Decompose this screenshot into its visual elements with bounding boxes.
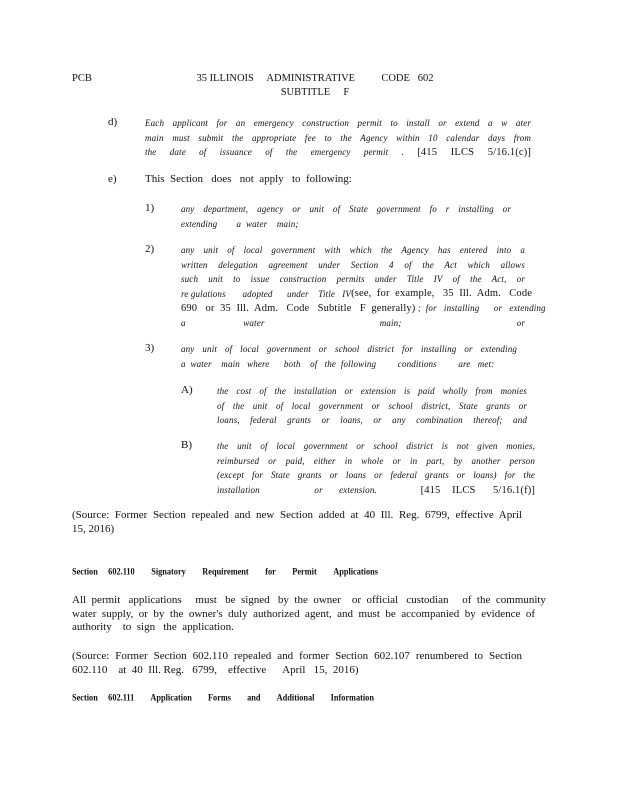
section-111-heading [72, 692, 374, 702]
sub-b-text [217, 439, 535, 498]
item-d-line-3-text: the date of issuance of the emergency permit . [145, 147, 418, 157]
section-111-word-4: Additional [276, 692, 315, 703]
sub-1-line-2: extending a water main; [181, 218, 299, 229]
item-d-line-3 [145, 145, 531, 161]
sub-3-label: 3) [145, 342, 155, 354]
sub-a-line-1: the cost of the installation or extension is paid wholly from monies [217, 386, 527, 396]
header-subtitle: SUBTITLE F [280, 87, 350, 98]
section-110-word-1: Signatory [151, 566, 186, 577]
section-110-word-2: Requirement [202, 566, 249, 577]
section-111-word-1: Application [150, 692, 192, 703]
source-note-2-line-2: 602.110 at 40 Ill. Reg. 6799, effective April 15, 2016) [72, 663, 359, 676]
source-note-1-line-1: (Source: Former Section repealed and new Section added at 40 Ill. Reg. 6799, effective April [72, 509, 522, 521]
section-110-body-line-3: authority to sign the application. [72, 621, 234, 633]
sub-a-line-2: of the unit of local government or school district, State grants or [217, 400, 527, 411]
sub-b-line-3: (except for State grants or loans or federal grants or loans) for the [217, 470, 535, 480]
section-110-word-5: Applications [333, 566, 378, 577]
sub-2-line-3: such unit to issue construction permits under Title IV of the Act, or [181, 274, 525, 284]
sub-a-label: A) [181, 384, 193, 396]
header-title: 35 ILLINOIS ADMINISTRATIVE CODE 602 [196, 73, 434, 84]
section-111-word-2: Forms [207, 692, 232, 703]
item-d-line-1: Each applicant for an emergency construction permit to install or extend a w ater [145, 118, 531, 128]
source-note-1 [72, 509, 522, 536]
sub-2-line-4-italic: re gulations adopted under Title IV [181, 288, 352, 299]
section-110-word-4: Permit [292, 566, 317, 577]
sub-3-line-2: a water main where both of the following conditions are met: [181, 358, 495, 369]
sub-b-line-1: the unit of local government or school district is not given monies, [217, 441, 535, 451]
source-note-2 [72, 650, 522, 677]
item-d-citation: [415 ILCS 5/16.1(c)] [417, 147, 531, 158]
sub-b-last-italic: installation or extension. [217, 484, 377, 495]
sub-a-text [217, 384, 527, 428]
sub-2-normal-2: 690 or 35 Ill. Adm. Code Subtitle F generally) [181, 303, 416, 314]
section-110-body-line-2: water supply, or by the owner's duly authorized agent, and must be accompanied by evidence of [72, 607, 535, 620]
sub-2-line-5 [181, 301, 546, 316]
sub-3-line-1: any unit of local government or school district for installing or extending [181, 344, 517, 354]
sub-1-text [181, 202, 511, 231]
item-d-text [145, 116, 531, 161]
section-110-body [72, 594, 546, 635]
header-left: PCB [72, 73, 92, 84]
sub-1-line-1: any department, agency or unit of State government fo r installing or [181, 204, 511, 214]
sub-2-text [181, 243, 546, 331]
section-110-word-3: for [265, 566, 276, 577]
sub-2-label: 2) [145, 243, 155, 255]
sub-2-line-6: a water main; or [181, 318, 525, 328]
section-111-word-5: Information [330, 692, 374, 703]
item-d-line-2: main must submit the appropriate fee to the Agency within 10 calendar days from [145, 132, 531, 143]
sub-b-line-4 [217, 483, 535, 499]
sub-b-citation: [415 ILCS 5/16.1(f)] [420, 484, 536, 496]
sub-2-line-4 [181, 287, 533, 302]
section-111-word-3: and [247, 692, 261, 703]
section-110-body-line-1: All permit applications must be signed by the owner or official custodian of the community [72, 594, 546, 606]
sub-2-line-1: any unit of local government with which the Agency has entered into a [181, 245, 525, 255]
item-e-label: e) [108, 173, 117, 185]
item-d-label: d) [108, 116, 118, 128]
source-note-2-line-1: (Source: Former Section 602.110 repealed and former Section 602.107 renumbered to Section [72, 650, 522, 662]
section-111-number: Section 602.111 [72, 692, 135, 703]
sub-2-line-2: written delegation agreement under Section 4 of the Act which allows [181, 259, 525, 270]
section-110-number: Section 602.110 [72, 566, 135, 577]
sub-1-label: 1) [145, 202, 155, 214]
sub-2-tail: ; for installing or extending [415, 303, 546, 313]
sub-b-label: B) [181, 439, 192, 451]
source-note-1-line-2: 15, 2016) [72, 522, 115, 535]
sub-3-text [181, 342, 517, 371]
section-110-heading [72, 566, 378, 576]
sub-2-normal-1: (see, for example, 35 Ill. Adm. Code [351, 287, 533, 299]
sub-b-line-2: reimbursed or paid, either in whole or in part, by another person [217, 455, 535, 466]
sub-a-line-3: loans, federal grants or loans, or any combination thereof; and [217, 415, 527, 425]
item-e-text: This Section does not apply to following: [145, 173, 352, 185]
